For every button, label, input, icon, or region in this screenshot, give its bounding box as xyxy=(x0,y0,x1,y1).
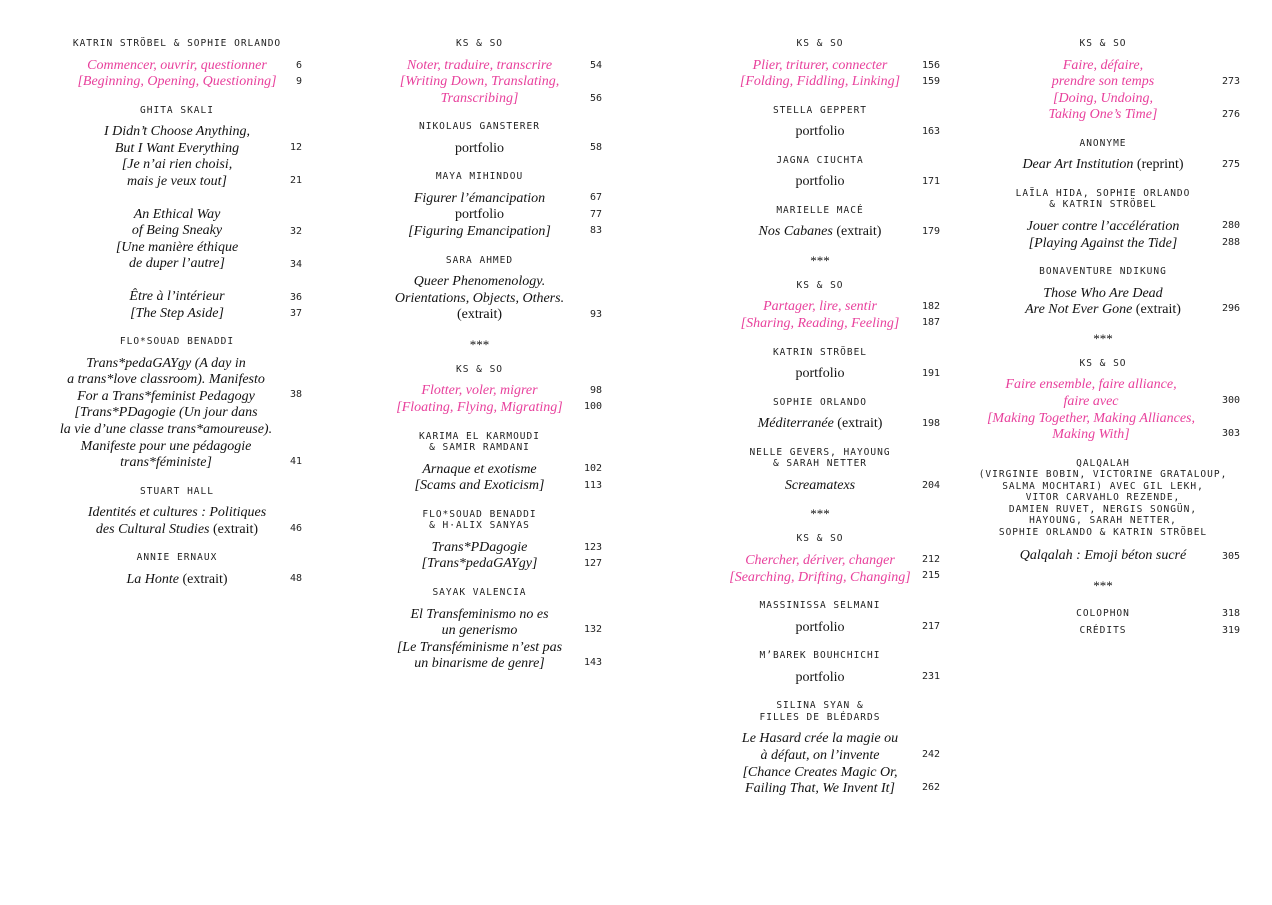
author: KS & SO xyxy=(455,38,504,49)
page-number: 231 xyxy=(921,671,940,683)
entry-title[interactable]: La Honte (extrait) xyxy=(126,571,228,587)
page-number: 34 xyxy=(289,258,302,270)
page-number: 12 xyxy=(289,141,302,153)
entry-title[interactable]: I Didn’t Choose Anything, But I Want Everything [Je n’ai rien choisi, mais je veux tout] xyxy=(104,124,250,189)
author: SARA AHMED xyxy=(445,254,514,266)
entry-title[interactable]: Le Hasard crée la magie ou à défaut, on l’invente [Chance Creates Magic Or, Failing That, We Invent It] xyxy=(741,731,899,797)
toc-entry xyxy=(52,289,302,322)
entry-title[interactable]: Flotter, voler, migrer [Floating, Flying, Migrating] xyxy=(396,383,563,416)
author: KARIMA EL KARMOUDI & SAMIR RAMDANI xyxy=(419,430,540,454)
toc-entry xyxy=(966,605,1240,639)
author: M’BAREK BOUHCHICHI xyxy=(759,650,881,662)
page-number: 318 xyxy=(1221,607,1240,619)
author: KATRIN STRÖBEL & SOPHIE ORLANDO xyxy=(72,38,282,49)
toc-entry xyxy=(700,36,940,91)
author: KS & SO xyxy=(796,279,844,291)
toc-entry xyxy=(966,264,1240,319)
toc-entry xyxy=(52,207,302,273)
page-number: 305 xyxy=(1221,550,1240,562)
author: STUART HALL xyxy=(140,485,214,497)
entry-title[interactable]: Qalqalah : Emoji béton sucré xyxy=(1019,548,1187,564)
section-separator: *** xyxy=(810,506,830,522)
section-separator: *** xyxy=(810,252,830,268)
credits-label[interactable]: CRÉDITS xyxy=(1079,624,1127,636)
author: BONAVENTURE NDIKUNG xyxy=(1039,266,1167,278)
page-number: 54 xyxy=(589,60,602,71)
page-number: 182 xyxy=(921,300,940,312)
page-number: 215 xyxy=(921,570,940,582)
entry-title[interactable]: Être à l’intérieur [The Step Aside] xyxy=(129,288,225,321)
page-number: 156 xyxy=(921,60,940,71)
page-number: 37 xyxy=(289,307,302,319)
page-number: 56 xyxy=(589,93,602,104)
toc-entry xyxy=(357,585,602,673)
page-number: 198 xyxy=(921,417,940,429)
entry-title[interactable]: Méditerranée (extrait) xyxy=(757,416,883,432)
entry-title[interactable]: Noter, traduire, transcrire [Writing Down, Translating, Transcribing] xyxy=(399,57,560,106)
toc-entry xyxy=(700,698,940,797)
page-number: 242 xyxy=(921,749,940,761)
entry-title[interactable]: [Figuring Emancipation] xyxy=(408,224,551,240)
colophon-label[interactable]: COLOPHON xyxy=(1076,607,1130,619)
section-separator: *** xyxy=(469,336,490,352)
toc-entry xyxy=(700,203,940,241)
page-number: 303 xyxy=(1221,427,1240,439)
entry-title[interactable]: portfolio xyxy=(455,140,504,156)
page-number: 36 xyxy=(289,291,302,303)
entry-title[interactable]: Nos Cabanes (extrait) xyxy=(758,224,882,240)
toc-entry xyxy=(357,253,602,324)
page-number: 319 xyxy=(1221,624,1240,636)
author: SILINA SYAN & FILLES DE BLÉDARDS xyxy=(759,700,881,723)
page-number: 179 xyxy=(921,225,940,237)
author: KS & SO xyxy=(796,533,844,545)
entry-title[interactable]: Plier, triturer, connecter [Folding, Fiddling, Linking] xyxy=(739,57,901,90)
page-number: 273 xyxy=(1221,76,1240,87)
entry-title[interactable]: portfolio xyxy=(455,207,504,223)
author: STELLA GEPPERT xyxy=(772,104,868,116)
page-number: 102 xyxy=(583,462,602,474)
entry-title[interactable]: Figurer l’émancipation xyxy=(413,190,546,206)
toc-column-2 xyxy=(357,36,602,673)
author: SOPHIE ORLANDO xyxy=(772,396,868,408)
toc-entry xyxy=(966,456,1240,565)
toc-entry xyxy=(966,356,1240,444)
author: LAÏLA HIDA, SOPHIE ORLANDO & KATRIN STRÖBEL xyxy=(1015,187,1191,211)
toc-entry xyxy=(357,362,602,417)
author: MARIELLE MACÉ xyxy=(776,204,864,216)
section-separator: *** xyxy=(1093,330,1113,346)
toc-entry xyxy=(700,445,940,495)
entry-title[interactable]: Partager, lire, sentir [Sharing, Reading, Feeling] xyxy=(740,299,900,332)
entry-title[interactable]: El Transfeminismo no es un generismo [Le Transféminisme n’est pas un binarisme de genre] xyxy=(396,606,563,672)
page-number: 83 xyxy=(589,225,602,237)
page-number: 296 xyxy=(1221,303,1240,315)
toc-entry xyxy=(357,507,602,573)
page-number: 6 xyxy=(295,60,302,71)
page-number: 159 xyxy=(921,76,940,87)
author: KS & SO xyxy=(455,363,504,375)
toc-entry xyxy=(700,531,940,586)
entry-title[interactable]: Chercher, dériver, changer [Searching, Drifting, Changing] xyxy=(729,552,911,585)
toc-entry xyxy=(700,278,940,333)
toc-entry xyxy=(52,103,302,191)
entry-title[interactable]: portfolio xyxy=(795,669,845,685)
page-number: 217 xyxy=(921,621,940,633)
author: ANONYME xyxy=(1079,137,1127,149)
toc-entry xyxy=(700,598,940,636)
toc-entry xyxy=(357,119,602,157)
entry-title[interactable]: Those Who Are Dead Are Not Ever Gone (extrait) xyxy=(1025,285,1181,318)
author: MASSINISSA SELMANI xyxy=(759,600,881,612)
page-number: 32 xyxy=(289,225,302,237)
toc-entry xyxy=(700,153,940,191)
page-number: 113 xyxy=(583,479,602,491)
page-number: 77 xyxy=(589,209,602,221)
page-number: 171 xyxy=(921,175,940,187)
toc-entry xyxy=(52,334,302,472)
page-number: 163 xyxy=(921,125,940,137)
author: NIKOLAUS GANSTERER xyxy=(419,121,540,133)
page-number: 262 xyxy=(921,782,940,794)
toc-column-3 xyxy=(700,36,940,798)
author: FLO*SOUAD BENADDI xyxy=(119,336,235,348)
entry-title[interactable]: portfolio xyxy=(795,366,845,382)
page-number: 9 xyxy=(295,76,302,87)
author: KS & SO xyxy=(1079,38,1127,49)
entry-title[interactable]: Commencer, ouvrir, questionner [Beginning, Opening, Questioning] xyxy=(77,57,277,90)
toc-entry xyxy=(700,345,940,383)
author: ANNIE ERNAUX xyxy=(136,552,218,564)
entry-title[interactable]: portfolio xyxy=(795,619,845,635)
entry-title[interactable]: Trans*pedaGAYgy (A day in a trans*love classroom). Manifesto For a Trans*feminist Pedagogy [Trans*PDagogie (Un jour dans la vie d’une classe trans*amoureuse). Manifeste pour une pédagogie trans*féministe] xyxy=(59,355,273,471)
entry-title[interactable]: Trans*PDagogie [Trans*pedaGAYgy] xyxy=(421,539,538,572)
page-number: 187 xyxy=(921,316,940,328)
author: GHITA SKALI xyxy=(140,104,214,116)
author: KS & SO xyxy=(1079,357,1127,369)
section-separator: *** xyxy=(1093,577,1113,593)
page-number: 48 xyxy=(289,573,302,585)
page-number: 21 xyxy=(289,174,302,186)
toc-entry xyxy=(966,186,1240,252)
entry-title[interactable]: Screamatexs xyxy=(784,477,856,493)
entry-title[interactable]: portfolio xyxy=(795,124,845,140)
page-number: 93 xyxy=(589,308,602,320)
author: KATRIN STRÖBEL xyxy=(772,346,868,358)
page-number: 58 xyxy=(589,142,602,154)
page-number: 132 xyxy=(583,624,602,635)
page-number: 67 xyxy=(589,192,602,204)
toc-entry xyxy=(966,36,1240,124)
author: NELLE GEVERS, HAYOUNG & SARAH NETTER xyxy=(749,446,891,470)
entry-title-suffix: (extrait) xyxy=(456,307,503,323)
author: MAYA MIHINDOU xyxy=(435,171,524,183)
entry-title[interactable]: Faire ensemble, faire alliance, faire avec [Making Together, Making Alliances, Making With] xyxy=(986,377,1196,443)
page-number: 204 xyxy=(921,479,940,491)
toc-entry xyxy=(700,395,940,433)
page-number: 46 xyxy=(289,522,302,534)
page-number: 127 xyxy=(583,557,602,569)
toc-entry xyxy=(52,36,302,91)
toc-entry xyxy=(52,484,302,539)
author: FLO*SOUAD BENADDI & H·ALIX SANYAS xyxy=(422,508,537,532)
page-number: 276 xyxy=(1221,109,1240,120)
toc-entry xyxy=(52,550,302,588)
toc-column-4 xyxy=(966,36,1240,639)
page-number: 191 xyxy=(921,367,940,379)
entry-title[interactable]: Identités et cultures : Politiques des Cultural Studies (extrait) xyxy=(87,505,267,537)
page-number: 143 xyxy=(583,657,602,668)
toc-entry xyxy=(357,429,602,495)
author: SAYAK VALENCIA xyxy=(432,587,527,598)
page-number: 300 xyxy=(1221,394,1240,406)
page-number: 38 xyxy=(289,389,302,401)
toc-entry xyxy=(966,136,1240,174)
page-number: 100 xyxy=(583,400,602,412)
entry-title[interactable]: An Ethical Way of Being Sneaky [Une manière éthique de duper l’autre] xyxy=(115,206,239,272)
page-number: 212 xyxy=(921,554,940,566)
entry-title[interactable]: portfolio xyxy=(795,174,845,190)
page-number: 288 xyxy=(1221,236,1240,248)
page-number: 41 xyxy=(289,456,302,468)
author: QALQALAH (VIRGINIE BOBIN, VICTORINE GRATALOUP, SALMA MOCHTARI) AVEC GIL LEKH, VITOR CARVAHLO REZENDE, DAMIEN RUVET, NERGIS SONGÜN, HAYOUNG, SARAH NETTER, SOPHIE ORLANDO & KATRIN STRÖBEL xyxy=(978,457,1228,538)
entry-title[interactable]: Queer Phenomenology. Orientations, Objects, Others. xyxy=(394,274,565,306)
toc-entry xyxy=(357,169,602,240)
toc-entry xyxy=(357,36,602,107)
entry-title[interactable]: Jouer contre l’accélération [Playing Against the Tide] xyxy=(1026,218,1180,251)
entry-title[interactable]: Faire, défaire, prendre son temps [Doing, Undoing, Taking One’s Time] xyxy=(1048,57,1158,123)
toc-column-1 xyxy=(52,36,302,589)
author: JAGNA CIUCHTA xyxy=(776,154,864,166)
toc-entry xyxy=(700,103,940,141)
page-number: 275 xyxy=(1221,158,1240,170)
author: KS & SO xyxy=(796,38,844,49)
entry-title[interactable]: Arnaque et exotisme [Scams and Exoticism] xyxy=(414,461,545,494)
page-number: 98 xyxy=(589,384,602,396)
entry-title[interactable]: Dear Art Institution (reprint) xyxy=(1022,157,1184,173)
page-number: 280 xyxy=(1221,219,1240,231)
page-number: 123 xyxy=(583,541,602,553)
toc-entry xyxy=(700,648,940,686)
